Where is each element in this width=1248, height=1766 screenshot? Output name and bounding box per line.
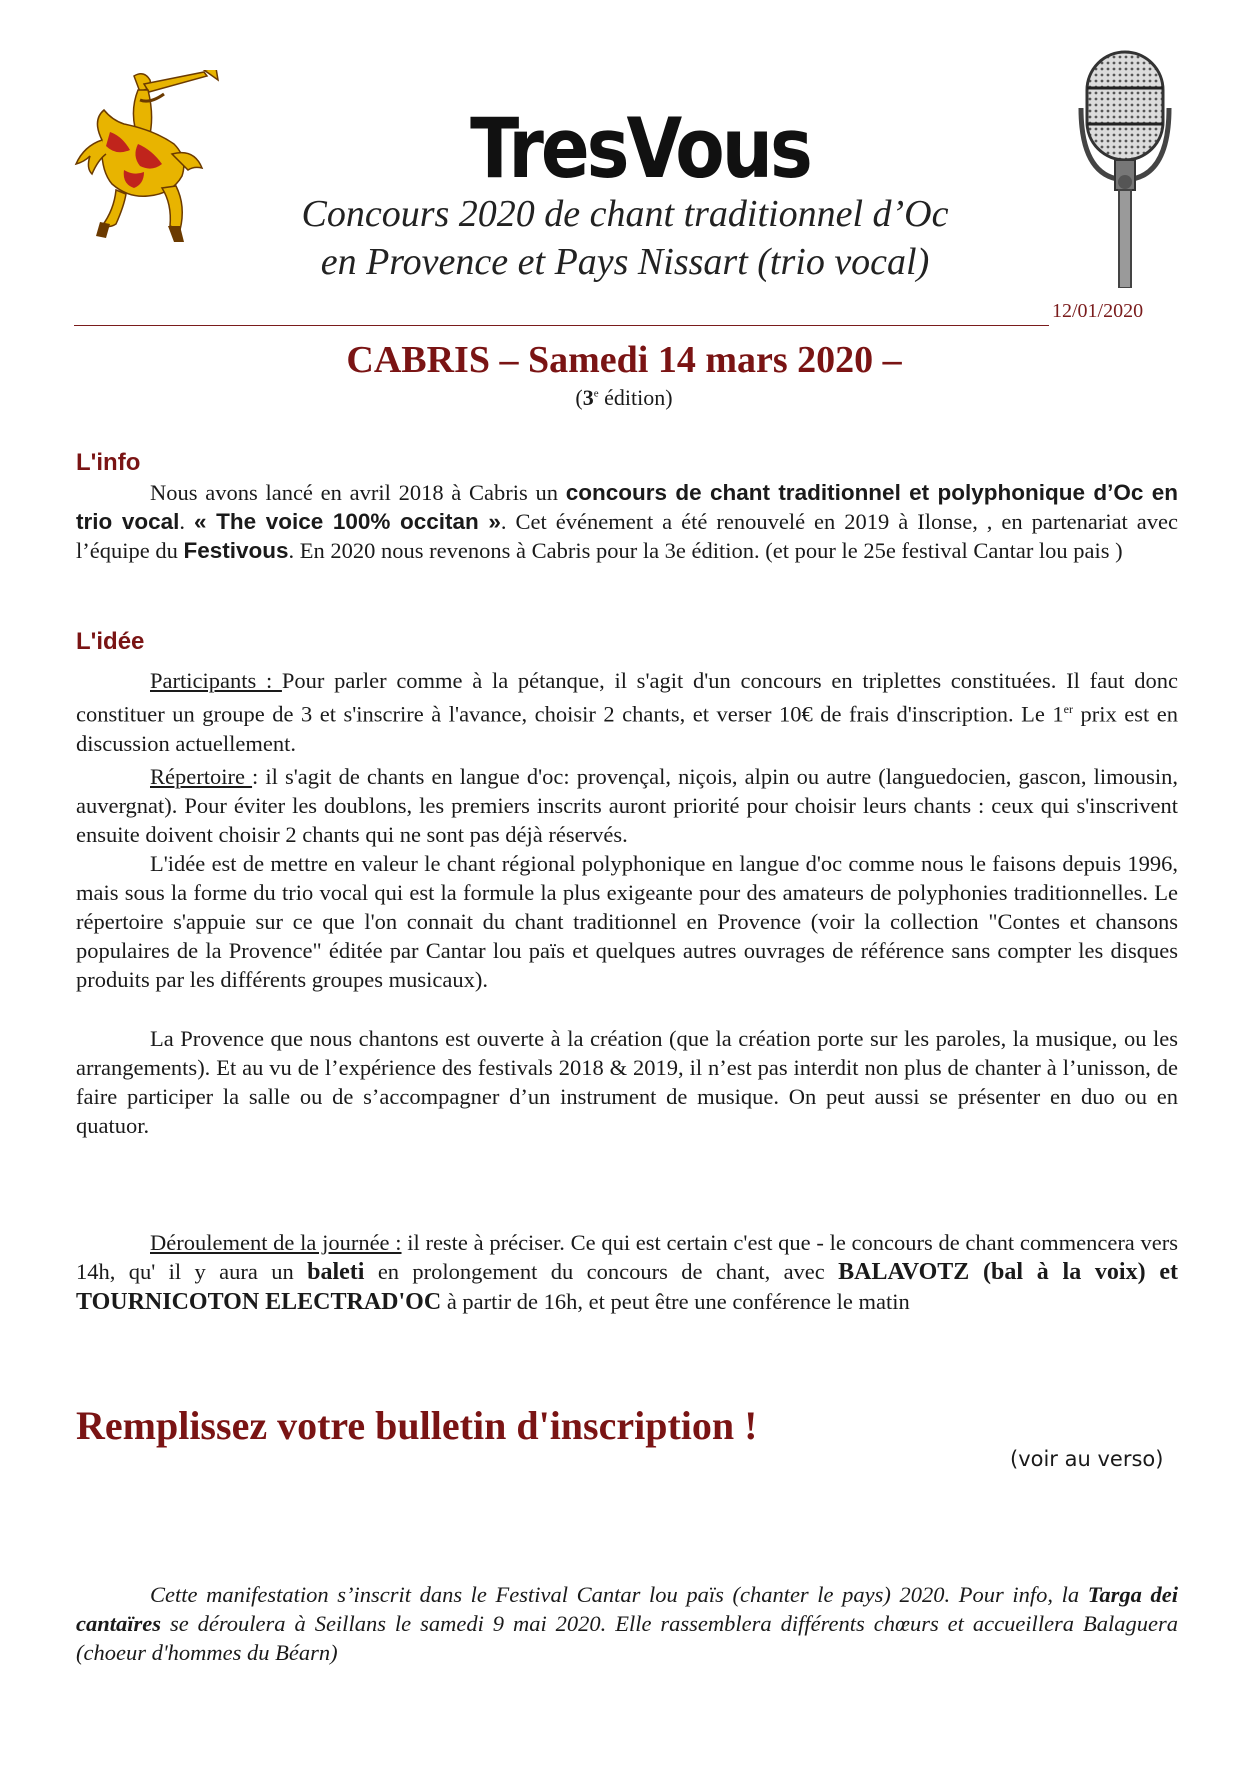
subtitle-line-2: en Provence et Pays Nissart (trio vocal)	[320, 241, 930, 283]
event-title: CABRIS – Samedi 14 mars 2020 –	[346, 339, 902, 381]
header-divider	[74, 325, 1049, 326]
see-verso-note: (voir au verso)	[1010, 1447, 1164, 1471]
edition-note: (3e édition)	[575, 385, 673, 410]
festival-note: Cette manifestation s’inscrit dans le Festival Cantar lou païs (chanter le pays) 2020. Pour info, la Targa dei cantaïres se déroulera à Seillans le samedi 9 mai 2020. Elle rassemblera différents chœurs et accueillera Balaguera (choeur d'hommes du Béarn)	[76, 1582, 1178, 1665]
tresvous-logo-title: TresVous	[470, 100, 810, 197]
registration-call-to-action: Remplissez votre bulletin d'inscription !	[76, 1403, 758, 1448]
section-heading-info: L'info	[76, 449, 141, 476]
document-date: 12/01/2020	[1052, 300, 1144, 322]
paragraph-provence: La Provence que nous chantons est ouverte à la création (que la création porte sur les paroles, la musique, ou les arrangements). Et au vu de l’expérience des festivals 2018 & 2019, il n’est pas interdit non plus de chanter à l’unisson, de faire participer la salle ou de s’accompagner d’un instrument de musique. On peut aussi se présenter en duo ou en quatuor.	[76, 1026, 1178, 1138]
paragraph-participants: Participants : Pour parler comme à la pétanque, il s'agit d'un concours en triplettes constituées. Il faut donc constituer un groupe de 3 et s'inscrire à l'avance, choisir 2 chants, et verser 10€ de frais d'inscription. Le 1er prix est en discussion actuellement.	[76, 668, 1179, 756]
paragraph-deroulement: Déroulement de la journée : il reste à préciser. Ce qui est certain c'est que - le concours de chant commencera vers 14h, qu' il y aura un baleti en prolongement du concours de chant, avec BALAVOTZ (bal à la voix) et TOURNICOTON ELECTRAD'OC à partir de 16h, et peut être une conférence le matin	[76, 1230, 1178, 1315]
paragraph-idee: L'idée est de mettre en valeur le chant régional polyphonique en langue d'oc comme nous le faisons depuis 1996, mais sous la forme du trio vocal qui est la formule la plus exigeante pour des amateurs de polyphonies traditionnelles. Le répertoire s'appuie sur ce que l'on connait du chant traditionnel en Provence (voir la collection "Contes et chansons populaires de la Provence" éditée par Cantar lou païs et quelques autres ouvrages de référence sans compter les disques produits par les différents groupes musicaux).	[76, 851, 1178, 992]
paragraph-repertoire: Répertoire : il s'agit de chants en langue d'oc: provençal, niçois, alpin ou autre (languedocien, gascon, limousin, auvergnat). Pour éviter les doublons, les premiers inscrits auront priorité pour choisir leurs chants : ceux qui s'inscrivent ensuite doivent choisir 2 chants qui ne sont pas déjà réservés.	[76, 764, 1178, 847]
subtitle-line-1: Concours 2020 de chant traditionnel d’Oc	[301, 193, 949, 235]
paragraph-info: Nous avons lancé en avril 2018 à Cabris un concours de chant traditionnel et polyphonique d’Oc en trio vocal. « The voice 100% occitan ». Cet événement a été renouvelé en 2019 à Ilonse, , en partenariat avec l’équipe du Festivous. En 2020 nous revenons à Cabris pour la 3e édition. (et pour le 25e festival Cantar lou pais )	[76, 480, 1179, 563]
section-heading-idee: L'idée	[76, 628, 145, 655]
horn-rider-logo-icon	[72, 70, 222, 255]
microphone-icon	[1075, 48, 1185, 288]
